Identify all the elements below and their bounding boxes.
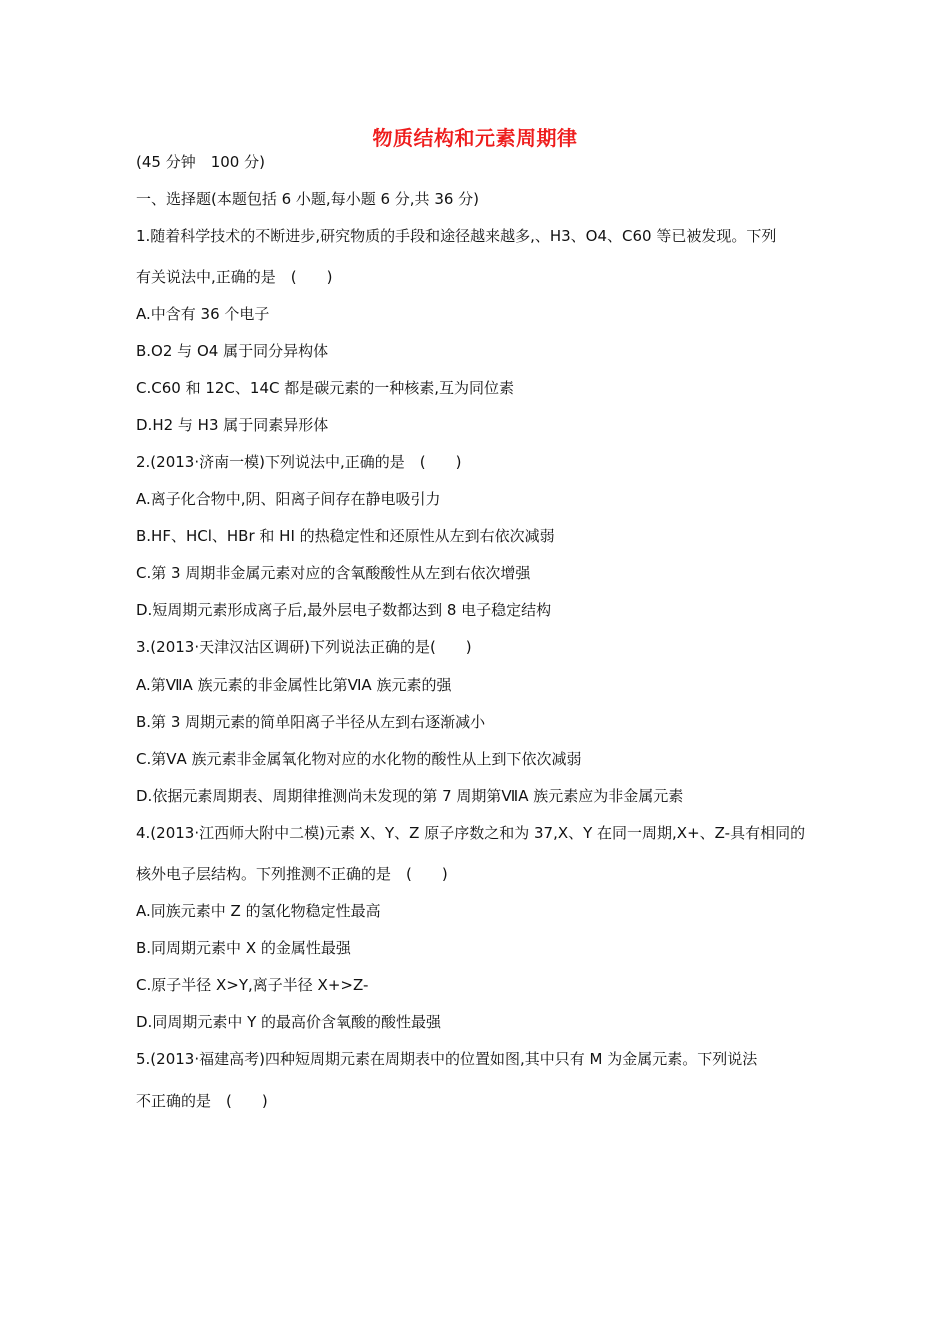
question-4-option-a: A.同族元素中 Z 的氢化物稳定性最高 (136, 902, 381, 920)
question-1-stem-line2: 有关说法中,正确的是 ( ) (136, 268, 333, 286)
question-3-option-c: C.第ⅤA 族元素非金属氧化物对应的水化物的酸性从上到下依次减弱 (136, 750, 582, 768)
question-3-option-b: B.第 3 周期元素的简单阳离子半径从左到右逐渐减小 (136, 713, 486, 731)
question-1-option-d: D.H2 与 H3 属于同素异形体 (136, 416, 329, 434)
section-heading: 一、选择题(本题包括 6 小题,每小题 6 分,共 36 分) (136, 190, 480, 208)
question-3-option-d: D.依据元素周期表、周期律推测尚未发现的第 7 周期第ⅦA 族元素应为非金属元素 (136, 787, 684, 805)
question-1-option-c: C.C60 和 12C、14C 都是碳元素的一种核素,互为同位素 (136, 379, 514, 397)
question-4-option-c: C.原子半径 X>Y,离子半径 X+>Z- (136, 976, 369, 994)
question-3-stem: 3.(2013·天津汉沽区调研)下列说法正确的是( ) (136, 638, 472, 656)
question-1-stem-line1: 1.随着科学技术的不断进步,研究物质的手段和途径越来越多,、H3、O4、C60 等已被发现。下列 (136, 227, 777, 245)
document-title: 物质结构和元素周期律 (372, 126, 578, 150)
question-5-stem-line1: 5.(2013·福建高考)四种短周期元素在周期表中的位置如图,其中只有 M 为金属元素。下列说法 (136, 1050, 758, 1068)
question-4-option-b: B.同周期元素中 X 的金属性最强 (136, 939, 351, 957)
question-2-option-d: D.短周期元素形成离子后,最外层电子数都达到 8 电子稳定结构 (136, 601, 552, 619)
question-1-option-a: A.中含有 36 个电子 (136, 305, 270, 323)
question-4-stem-line2: 核外电子层结构。下列推测不正确的是 ( ) (136, 865, 448, 883)
question-4-option-d: D.同周期元素中 Y 的最高价含氧酸的酸性最强 (136, 1013, 442, 1031)
question-4-stem-line1: 4.(2013·江西师大附中二模)元素 X、Y、Z 原子序数之和为 37,X、Y 在同一周期,X+、Z-具有相同的 (136, 824, 806, 842)
question-2-stem: 2.(2013·济南一模)下列说法中,正确的是 ( ) (136, 453, 462, 471)
question-2-option-a: A.离子化合物中,阴、阳离子间存在静电吸引力 (136, 490, 441, 508)
question-5-stem-line2: 不正确的是 ( ) (136, 1092, 268, 1110)
question-3-option-a: A.第ⅦA 族元素的非金属性比第ⅥA 族元素的强 (136, 676, 452, 694)
question-2-option-b: B.HF、HCl、HBr 和 HI 的热稳定性和还原性从左到右依次减弱 (136, 527, 555, 545)
question-1-option-b: B.O2 与 O4 属于同分异构体 (136, 342, 329, 360)
question-2-option-c: C.第 3 周期非金属元素对应的含氧酸酸性从左到右依次增强 (136, 564, 531, 582)
exam-meta: (45 分钟 100 分) (136, 153, 265, 171)
